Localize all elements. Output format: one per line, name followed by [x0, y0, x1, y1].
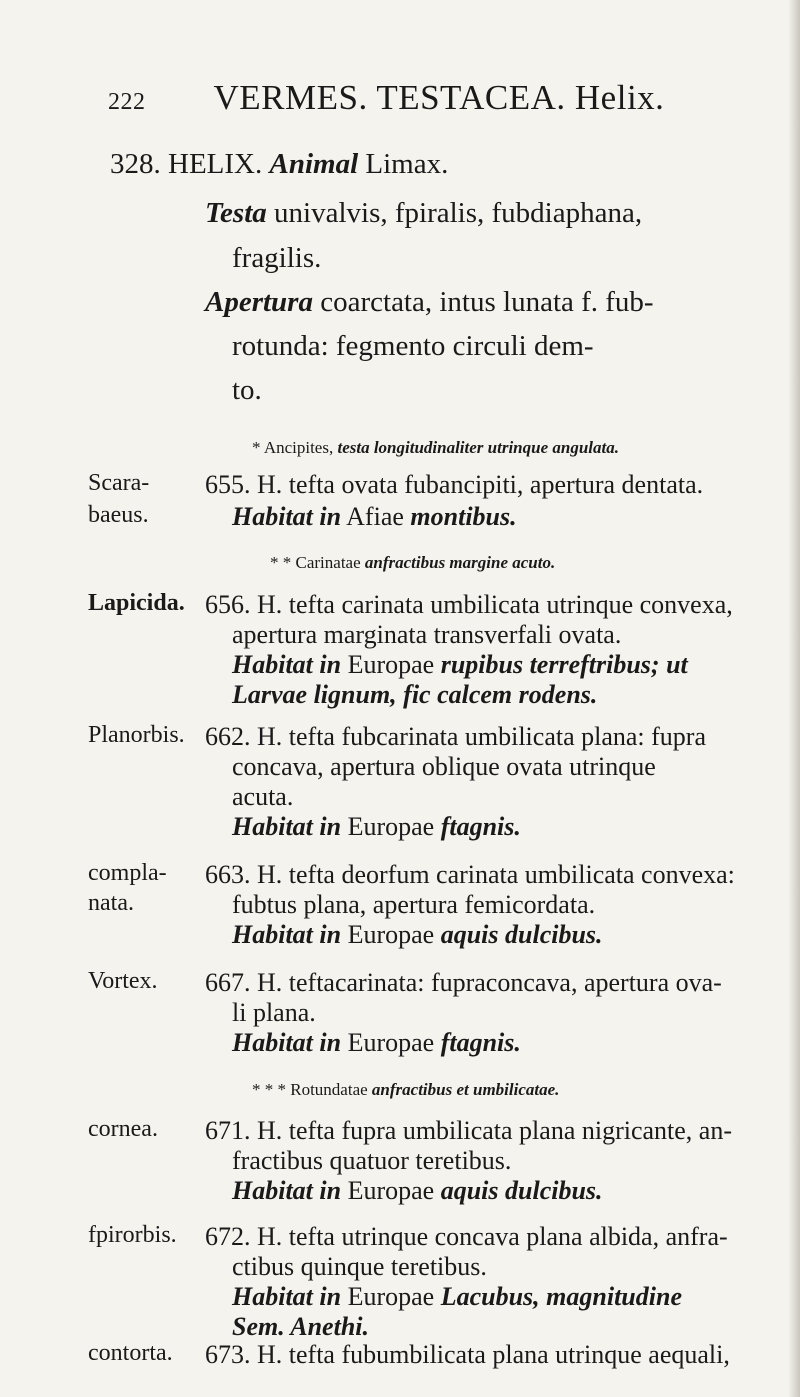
- section-plain: Rotundatae: [290, 1080, 368, 1099]
- section-italic: anfractibus et umbilicatae.: [371, 1080, 560, 1099]
- species-label-cont: baeus.: [88, 502, 149, 528]
- apertura-line-3: to.: [232, 374, 262, 406]
- species-label: cornea.: [88, 1116, 158, 1142]
- animal-value: Limax.: [365, 148, 449, 180]
- page-edge-shadow: [788, 0, 800, 1397]
- species-diagnosis: 673. H. tefta fubumbilicata plana utrinque aequali,: [205, 1340, 730, 1369]
- habitat-line-cont: Larvae lignum, fic calcem rodens.: [232, 680, 598, 709]
- species-label: compla-: [88, 860, 167, 886]
- section-heading-rotundatae: [252, 1080, 559, 1100]
- testa-line-2: fragilis.: [232, 242, 322, 274]
- animal-label: Animal: [269, 148, 359, 180]
- species-diagnosis: 672. H. tefta utrinque concava plana albida, anfra-: [205, 1222, 728, 1251]
- species-diagnosis: 662. H. tefta fubcarinata umbilicata plana: fupra: [205, 722, 707, 751]
- habitat-line: Habitat in Europae ftagnis.: [232, 812, 521, 841]
- species-label: fpirorbis.: [88, 1222, 177, 1248]
- species-label: contorta.: [88, 1340, 173, 1366]
- apertura-line-2: rotunda: fegmento circuli dem-: [232, 330, 594, 362]
- species-diagnosis-cont: ctibus quinque teretibus.: [232, 1252, 487, 1281]
- habitat-line-cont: Sem. Anethi.: [232, 1312, 370, 1341]
- species-diagnosis: 671. H. tefta fupra umbilicata plana nigricante, an-: [205, 1116, 733, 1145]
- habitat-line: Habitat in Europae rupibus terreftribus; ut: [232, 650, 688, 679]
- species-label: Lapicida.: [88, 590, 185, 616]
- species-diagnosis-cont: fubtus plana, apertura femicordata.: [232, 890, 596, 919]
- species-diagnosis-cont: acuta.: [232, 782, 294, 811]
- section-heading-ancipites: [252, 438, 619, 458]
- species-label: Planorbis.: [88, 722, 185, 748]
- apertura-text: coarctata, intus lunata f. fub-: [320, 286, 654, 318]
- species-diagnosis-cont: concava, apertura oblique ovata utrinque: [232, 752, 656, 781]
- section-mark: * *: [270, 553, 292, 572]
- running-title: VERMES. TESTACEA. Helix.: [213, 78, 665, 117]
- species-label: Scara-: [88, 470, 150, 496]
- species-diagnosis-cont: fractibus quatuor teretibus.: [232, 1146, 512, 1175]
- page-number: 222: [108, 89, 146, 115]
- section-plain: Ancipites,: [263, 438, 334, 457]
- species-diagnosis: 655. H. tefta ovata fubancipiti, apertura dentata.: [205, 470, 704, 499]
- testa-label: Testa: [205, 197, 267, 229]
- species-diagnosis: 656. H. tefta carinata umbilicata utrinque convexa,: [205, 590, 733, 619]
- habitat-line: Habitat in Europae aquis dulcibus.: [232, 1176, 603, 1205]
- species-diagnosis: 663. H. tefta deorfum carinata umbilicata convexa:: [205, 860, 735, 889]
- section-mark: * * *: [252, 1080, 286, 1099]
- species-diagnosis-cont: apertura marginata transverfali ovata.: [232, 620, 622, 649]
- habitat-line: Habitat in Europae Lacubus, magnitudine: [232, 1282, 682, 1311]
- testa-text: univalvis, fpiralis, fubdiaphana,: [274, 197, 643, 229]
- habitat-line: Habitat in Europae aquis dulcibus.: [232, 920, 603, 949]
- species-label-cont: nata.: [88, 890, 134, 916]
- testa-line: [205, 197, 642, 230]
- genus-name: HELIX.: [168, 148, 263, 180]
- section-italic: testa longitudinaliter utrinque angulata.: [337, 438, 619, 457]
- habitat-line: Habitat in Afiae montibus.: [232, 502, 517, 531]
- apertura-label: Apertura: [205, 286, 313, 318]
- section-mark: *: [252, 438, 261, 457]
- species-diagnosis: 667. H. teftacarinata: fupraconcava, apertura ova-: [205, 968, 722, 997]
- section-heading-carinatae: [270, 553, 555, 573]
- section-italic: anfractibus margine acuto.: [364, 553, 556, 572]
- running-header: [108, 78, 664, 118]
- habitat-line: Habitat in Europae ftagnis.: [232, 1028, 521, 1057]
- genus-number: 328.: [110, 148, 161, 180]
- section-plain: Carinatae: [295, 553, 361, 572]
- genus-heading: [110, 148, 448, 181]
- species-label: Vortex.: [88, 968, 158, 994]
- apertura-line: [205, 286, 654, 319]
- species-diagnosis-cont: li plana.: [232, 998, 316, 1027]
